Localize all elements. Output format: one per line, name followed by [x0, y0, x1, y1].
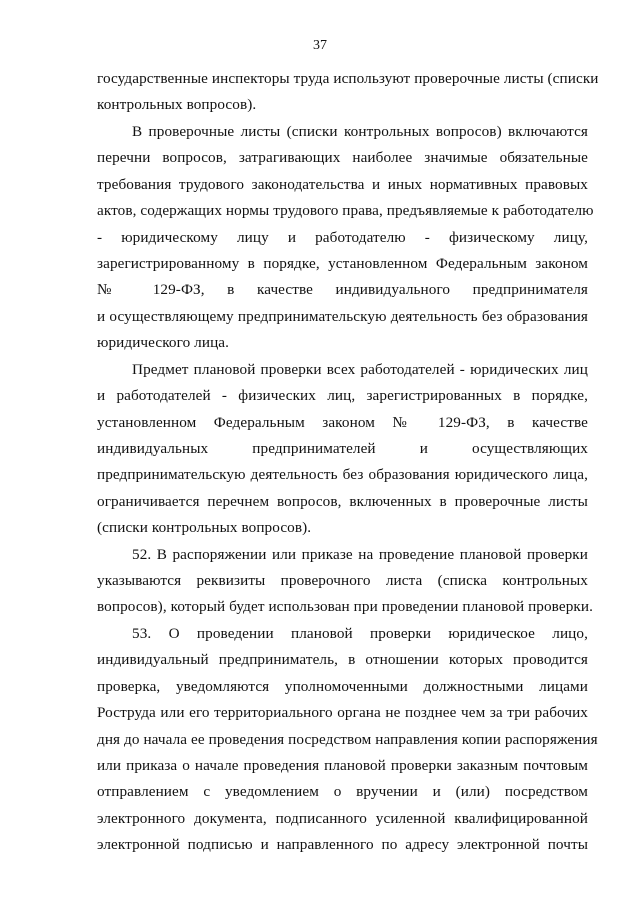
page-number: 37 — [313, 38, 327, 53]
text-line: требования трудового законодательства и иных нормативных правовых — [97, 176, 588, 193]
text-line: контрольных вопросов). — [97, 96, 257, 113]
text-line: указываются реквизиты проверочного листа (списка контрольных — [97, 572, 588, 589]
text-line: и осуществляющему предпринимательскую деятельность без образования — [97, 308, 588, 325]
text-line: 52. В распоряжении или приказе на проведение плановой проверки — [132, 546, 588, 563]
text-line: или приказа о начале проведения плановой проверки заказным почтовым — [97, 757, 588, 774]
text-line: зарегистрированному в порядке, установленном Федеральным законом — [97, 255, 588, 272]
text-line: юридического лица. — [97, 334, 230, 351]
text-line: и работодателей - физических лиц, зарегистрированных в порядке, — [97, 387, 588, 404]
text-line: Предмет плановой проверки всех работодателей - юридических лиц — [132, 361, 588, 378]
text-line: электронной подписью и направленного по адресу электронной почты — [97, 836, 588, 853]
text-line: индивидуальных предпринимателей и осуществляющих — [97, 440, 588, 457]
text-line: № 129-ФЗ, в качестве индивидуального предпринимателя — [97, 281, 588, 298]
text-line: 53. О проведении плановой проверки юридическое лицо, — [132, 625, 588, 642]
text-line: В проверочные листы (списки контрольных вопросов) включаются — [132, 123, 588, 140]
text-line: отправлением с уведомлением о вручении и (или) посредством — [97, 783, 588, 800]
text-line: установленном Федеральным законом № 129-ФЗ, в качестве — [97, 414, 588, 431]
text-line: - юридическому лицу и работодателю - физическому лицу, — [97, 229, 588, 246]
text-line: предпринимательскую деятельность без образования юридического лица, — [97, 466, 588, 483]
text-line: ограничивается перечнем вопросов, включенных в проверочные листы — [97, 493, 588, 510]
text-line: Роструда или его территориального органа не позднее чем за три рабочих — [97, 704, 588, 721]
text-line: государственные инспекторы труда используют проверочные листы (списки — [97, 70, 599, 87]
text-line: актов, содержащих нормы трудового права, предъявляемые к работодателю — [97, 202, 594, 219]
text-line: проверка, уведомляются уполномоченными должностными лицами — [97, 678, 588, 695]
text-line: вопросов), который будет использован при проведении плановой проверки. — [97, 598, 594, 615]
text-line: электронного документа, подписанного усиленной квалифицированной — [97, 810, 588, 827]
text-line: индивидуальный предприниматель, в отношении которых проводится — [97, 651, 588, 668]
text-line: дня до начала ее проведения посредством направления копии распоряжения — [97, 731, 598, 748]
text-line: перечни вопросов, затрагивающих наиболее значимые обязательные — [97, 149, 588, 166]
text-line: (списки контрольных вопросов). — [97, 519, 312, 536]
